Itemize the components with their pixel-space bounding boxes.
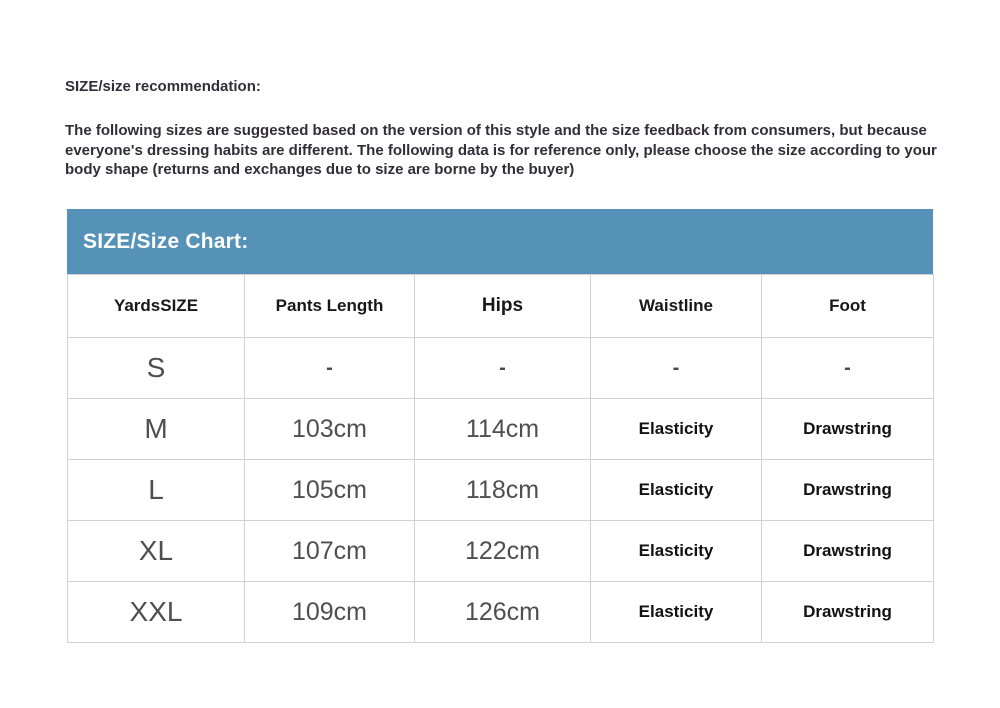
hips-cell: 122cm (415, 521, 591, 582)
column-header-waistline: Waistline (591, 275, 762, 338)
waistline-cell: - (591, 338, 762, 399)
size-cell: XL (68, 521, 245, 582)
foot-cell: Drawstring (762, 399, 934, 460)
hips-cell: 118cm (415, 460, 591, 521)
pants-length-cell: 105cm (245, 460, 415, 521)
column-header-size: YardsSIZE (68, 275, 245, 338)
hips-cell: 126cm (415, 582, 591, 643)
waistline-cell: Elasticity (591, 460, 762, 521)
pants-length-cell: 103cm (245, 399, 415, 460)
foot-cell: Drawstring (762, 460, 934, 521)
hips-cell: 114cm (415, 399, 591, 460)
foot-cell: Drawstring (762, 521, 934, 582)
pants-length-cell: - (245, 338, 415, 399)
table-row (68, 460, 934, 521)
column-header-foot: Foot (762, 275, 934, 338)
size-recommendation-paragraph: The following sizes are suggested based on the version of this style and the size feedback from consumers, but because everyone's dressing habits are different. The following data is for reference only, please choose the size according to your body shape (returns and exchanges due to size are borne by the buyer) (65, 122, 937, 178)
size-cell: S (68, 338, 245, 399)
foot-cell: Drawstring (762, 582, 934, 643)
size-recommendation-heading: SIZE/size recommendation: (65, 78, 261, 95)
table-header-row (68, 275, 934, 338)
size-chart-title: SIZE/Size Chart: (83, 229, 249, 253)
column-header-pants-length: Pants Length (245, 275, 415, 338)
size-chart-section (67, 209, 933, 643)
hips-cell: - (415, 338, 591, 399)
column-header-hips: Hips (415, 275, 591, 338)
waistline-cell: Elasticity (591, 399, 762, 460)
foot-cell: - (762, 338, 934, 399)
size-cell: L (68, 460, 245, 521)
size-chart-titlebar (67, 209, 933, 274)
size-chart-table (67, 274, 934, 643)
pants-length-cell: 107cm (245, 521, 415, 582)
waistline-cell: Elasticity (591, 582, 762, 643)
pants-length-cell: 109cm (245, 582, 415, 643)
table-row (68, 582, 934, 643)
waistline-cell: Elasticity (591, 521, 762, 582)
size-cell: M (68, 399, 245, 460)
table-row (68, 338, 934, 399)
size-cell: XXL (68, 582, 245, 643)
table-row (68, 399, 934, 460)
table-row (68, 521, 934, 582)
